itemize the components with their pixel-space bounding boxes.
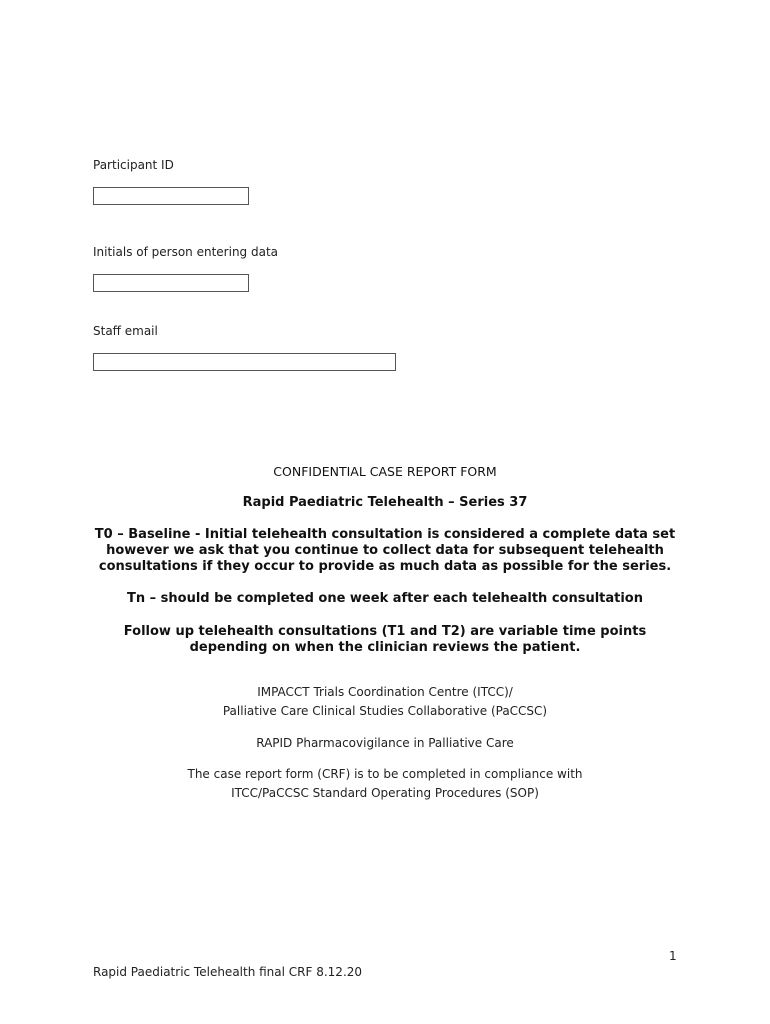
follow-up-line-2: depending on when the clinician reviews the patient. [189, 640, 581, 655]
org-line-2: Palliative Care Clinical Studies Collaborative (PaCCSC) [222, 704, 548, 718]
follow-up-instruction [0, 624, 770, 656]
t0-instruction [0, 527, 770, 575]
initials-label: Initials of person entering data [93, 245, 279, 259]
staff-email-input[interactable] [93, 353, 396, 371]
form-type-heading: CONFIDENTIAL CASE REPORT FORM [273, 464, 497, 479]
participant-id-label: Participant ID [93, 158, 174, 172]
compliance-line-1: The case report form (CRF) is to be completed in compliance with [187, 767, 583, 781]
compliance-line-2: ITCC/PaCCSC Standard Operating Procedures (SOP) [231, 786, 539, 800]
initials-input[interactable] [93, 274, 249, 292]
study-title: Rapid Paediatric Telehealth – Series 37 [242, 495, 528, 510]
t0-line-1: T0 – Baseline - Initial telehealth consultation is considered a complete data set [94, 527, 676, 542]
organisations-block [0, 683, 770, 721]
staff-email-label: Staff email [93, 324, 158, 338]
org-line-3: RAPID Pharmacovigilance in Palliative Care [256, 736, 514, 750]
participant-id-input[interactable] [93, 187, 249, 205]
page-number: 1 [669, 949, 677, 963]
t0-line-2: however we ask that you continue to collect data for subsequent telehealth [106, 543, 664, 558]
footer-document-name: Rapid Paediatric Telehealth final CRF 8.12.20 [93, 965, 363, 979]
follow-up-line-1: Follow up telehealth consultations (T1 and T2) are variable time points [123, 624, 647, 639]
org-line-1: IMPACCT Trials Coordination Centre (ITCC)/ [257, 685, 513, 699]
tn-instruction: Tn – should be completed one week after each telehealth consultation [126, 591, 643, 606]
t0-line-3: consultations if they occur to provide as much data as possible for the series. [98, 559, 672, 574]
compliance-block [0, 765, 770, 803]
